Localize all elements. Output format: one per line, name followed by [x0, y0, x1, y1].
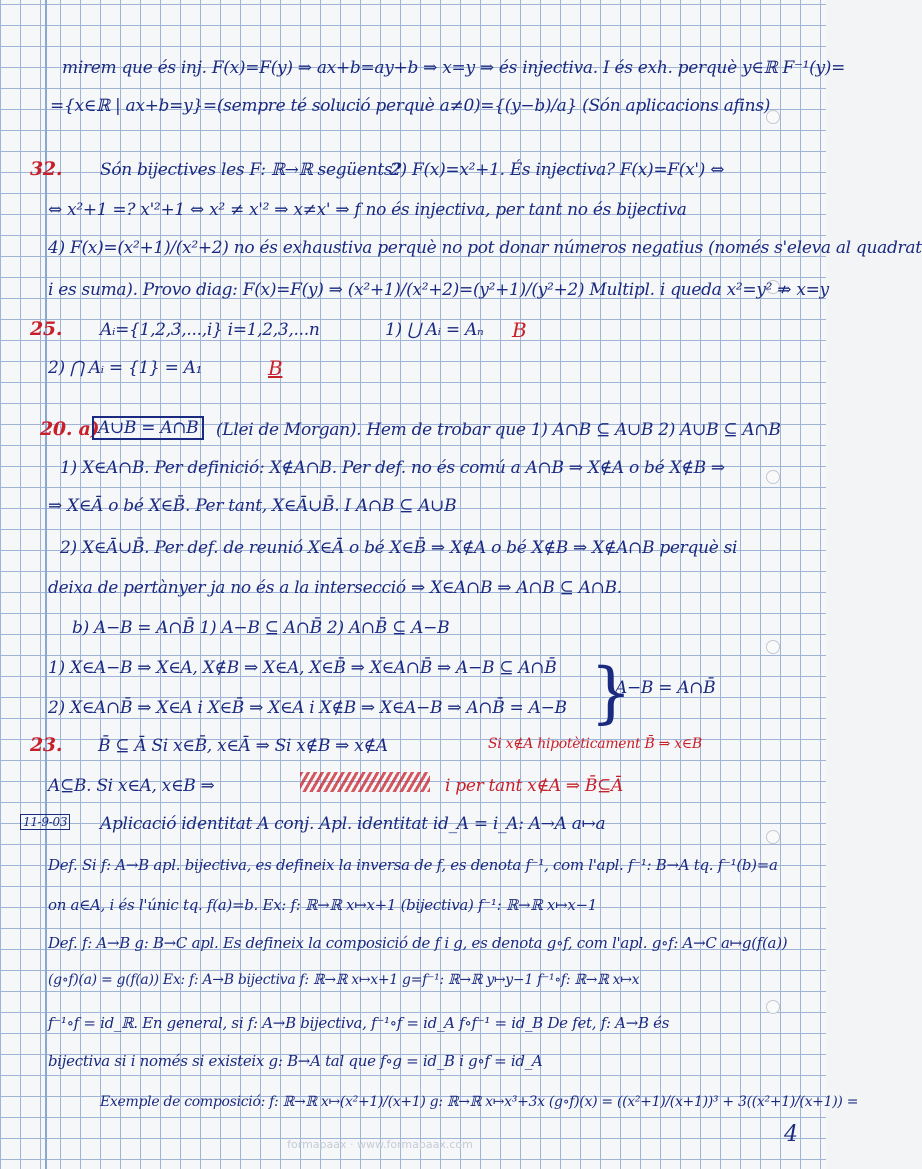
note-line: 2) F(x)=x²+1. És injectiva? F(x)=F(x') ⇔ — [390, 160, 725, 180]
exercise-number: 32. — [30, 158, 63, 180]
crossed-out-scribble — [300, 772, 430, 792]
binder-hole — [766, 470, 780, 484]
note-line: A−B = A∩B̄ — [615, 678, 716, 698]
answer-mark: B — [512, 318, 527, 342]
note-line: 4) F(x)=(x²+1)/(x²+2) no és exhaustiva perquè no pot donar números negatius (només s'eleva al quadrat — [48, 238, 922, 258]
binder-hole — [766, 1000, 780, 1014]
note-line: B̄ ⊆ Ā Si x∈B̄, x∈Ā ⇒ Si x∉B ⇒ x∉A — [98, 736, 388, 756]
exercise-number: 25. — [30, 318, 63, 340]
note-line: ={x∈ℝ | ax+b=y}=(sempre té solució perquè a≠0)={(y−b)/a} (Són aplicacions afins) — [50, 96, 771, 116]
note-line: 2) ⋂ Aᵢ = {1} = A₁ — [48, 358, 203, 378]
boxed-formula: A∪B = A∩B — [92, 416, 204, 440]
note-line: deixa de pertànyer ja no és a la intersecció ⇒ X∈A∩B ⇒ A∩B ⊆ A∩B. — [48, 578, 622, 598]
note-line: Exemple de composició: f: ℝ→ℝ x↦(x²+1)/(x+1) g: ℝ→ℝ x↦x³+3x (g∘f)(x) = ((x²+1)/(x+1))³ + 3((x²+1)/(x+1)) = — [100, 1094, 859, 1110]
note-line: 2) X∈Ā∪B̄. Per def. de reunió X∈Ā o bé X∈B̄ ⇒ X∉A o bé X∉B ⇒ X∉A∩B perquè si — [60, 538, 738, 558]
note-line: 2) X∈A∩B̄ ⇒ X∈A i X∈B̄ ⇒ X∈A i X∉B ⇒ X∈A−B ⇒ A∩B̄ = A−B — [48, 698, 567, 718]
note-line: on a∈A, i és l'únic tq. f(a)=b. Ex: f: ℝ→ℝ x↦x+1 (bijectiva) f⁻¹: ℝ→ℝ x↦x−1 — [48, 896, 598, 914]
red-annotation: i per tant x∉A ⇒ B̄⊆Ā — [445, 776, 623, 796]
note-line: mirem que és inj. F(x)=F(y) ⇒ ax+b=ay+b ⇒ x=y ⇒ és injectiva. I és exh. perquè y∈ℝ F⁻¹(y)= — [62, 58, 846, 78]
note-line: bijectiva si i només si existeix g: B→A tal que f∘g = id_B i g∘f = id_A — [48, 1052, 543, 1070]
note-line: 1) X∈A∩B. Per definició: X∉A∩B. Per def. no és comú a A∩B ⇒ X∉A o bé X∉B ⇒ — [60, 458, 725, 478]
note-line: 1) ⋃ Aᵢ = Aₙ — [385, 320, 484, 340]
note-line: Def. f: A→B g: B→C apl. Es defineix la composició de f i g, es denota g∘f, com l'apl. g∘f: A→C a↦g(f(a)) — [48, 934, 788, 952]
note-line: Aplicació identitat A conj. Apl. identitat id_A = i_A: A→A a↦a — [100, 814, 606, 834]
note-line: (Llei de Morgan). Hem de trobar que 1) A∩B ⊆ A∪B 2) A∪B ⊆ A∩B — [216, 420, 781, 440]
note-line: 1) X∈A−B ⇒ X∈A, X∉B ⇒ X∈A, X∈B̄ ⇒ X∈A∩B̄ ⇒ A−B ⊆ A∩B̄ — [48, 658, 557, 678]
red-annotation: Si x∉A hipotèticament B̄ ⇒ x∈B — [488, 736, 702, 752]
exercise-number: 23. — [30, 734, 63, 756]
note-line: Aᵢ={1,2,3,...,i} i=1,2,3,...n — [100, 320, 320, 340]
curly-brace-icon: } — [590, 654, 632, 731]
note-line: A⊆B. Si x∈A, x∈B ⇒ — [48, 776, 215, 796]
note-line: b) A−B = A∩B̄ 1) A−B ⊆ A∩B̄ 2) A∩B̄ ⊆ A−B — [72, 618, 450, 638]
note-line: f⁻¹∘f = id_ℝ. En general, si f: A→B bijectiva, f⁻¹∘f = id_A f∘f⁻¹ = id_B De fet, f: A→B és — [48, 1014, 670, 1032]
note-line: Def. Si f: A→B apl. bijectiva, es defineix la inversa de f, es denota f⁻¹, com l'apl. f⁻¹: B→A tq. f⁻¹(b)=a — [48, 856, 778, 874]
note-line: Són bijectives les F: ℝ→ℝ següents? — [100, 160, 402, 180]
binder-hole — [766, 640, 780, 654]
binder-hole — [766, 830, 780, 844]
answer-mark: B — [268, 356, 283, 380]
printed-footer: formapaax · www.formapaax.com — [287, 1138, 473, 1151]
page-number: 4 — [784, 1122, 798, 1147]
date-stamp: 11-9-03 — [20, 814, 70, 830]
note-line: ⇒ X∈Ā o bé X∈B̄. Per tant, X∈Ā∪B̄. I A∩B ⊆ A∪B — [48, 496, 457, 516]
note-line: (g∘f)(a) = g(f(a)) Ex: f: A→B bijectiva f: ℝ→ℝ x↦x+1 g=f⁻¹: ℝ→ℝ y↦y−1 f⁻¹∘f: ℝ→ℝ x↦x — [48, 972, 640, 988]
binder-holes — [766, 0, 786, 1169]
note-line: i es suma). Provo diag: F(x)=F(y) ⇒ (x²+1)/(x²+2)=(y²+1)/(y²+2) Multipl. i queda x²=y² ⇏ x=y — [48, 280, 829, 300]
note-line: ⇔ x²+1 =? x'²+1 ⇔ x² ≠ x'² ⇒ x≠x' ⇒ f no és injectiva, per tant no és bijectiva — [48, 200, 687, 220]
exercise-number: 20. a) — [40, 418, 100, 440]
